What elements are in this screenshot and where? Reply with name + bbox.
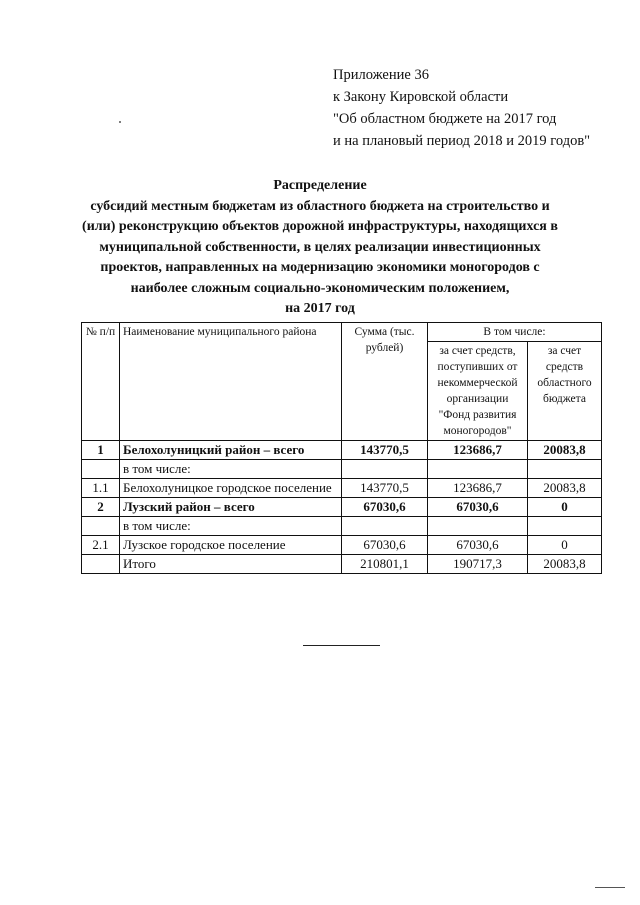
annex-block xyxy=(333,64,590,152)
table-row xyxy=(82,498,602,517)
annex-law-title: "Об областном бюджете на 2017 год xyxy=(333,111,557,127)
page-corner-mark xyxy=(595,887,625,888)
row-sum: 67030,6 xyxy=(342,498,428,517)
table-row xyxy=(82,536,602,555)
annex-law-period: и на плановый период 2018 и 2019 годов" xyxy=(333,133,591,149)
row-budget: 20083,8 xyxy=(528,441,602,460)
row-budget: 0 xyxy=(528,498,602,517)
row-num xyxy=(82,555,120,574)
row-name: в том числе: xyxy=(120,517,342,536)
table-row xyxy=(82,479,602,498)
title-line: на 2017 год xyxy=(285,301,355,316)
row-budget: 0 xyxy=(528,536,602,555)
row-fund: 67030,6 xyxy=(428,498,528,517)
title-line: Распределение xyxy=(273,178,367,193)
row-fund: 190717,3 xyxy=(428,555,528,574)
row-name: Лузское городское поселение xyxy=(120,536,342,555)
row-sum: 143770,5 xyxy=(342,479,428,498)
row-name: Лузский район – всего xyxy=(120,498,342,517)
row-num: 1.1 xyxy=(82,479,120,498)
scan-speck xyxy=(119,121,121,123)
table-row xyxy=(82,441,602,460)
row-fund: 123686,7 xyxy=(428,441,528,460)
row-sum xyxy=(342,517,428,536)
row-num xyxy=(82,517,120,536)
row-budget: 20083,8 xyxy=(528,479,602,498)
row-fund: 67030,6 xyxy=(428,536,528,555)
table-row xyxy=(82,460,602,479)
row-sum: 210801,1 xyxy=(342,555,428,574)
header-fund-source: за счет средств, поступивших от некоммерческой организации "Фонд развития моногородов" xyxy=(428,342,528,441)
end-divider xyxy=(303,645,380,646)
title-line: наиболее сложным социально-экономическим положением, xyxy=(130,280,510,296)
distribution-table xyxy=(81,322,602,574)
header-including: В том числе: xyxy=(428,323,602,342)
row-num xyxy=(82,460,120,479)
title-line: (или) реконструкцию объектов дорожной инфраструктуры, находящихся в xyxy=(82,219,558,234)
header-name: Наименование муниципального района xyxy=(120,323,342,441)
row-budget: 20083,8 xyxy=(528,555,602,574)
row-num: 2 xyxy=(82,498,120,517)
table-total-row xyxy=(82,555,602,574)
row-budget xyxy=(528,517,602,536)
row-num: 1 xyxy=(82,441,120,460)
row-name: Белохолуницкое городское поселение xyxy=(120,479,342,498)
row-name: Белохолуницкий район – всего xyxy=(120,441,342,460)
row-sum: 67030,6 xyxy=(342,536,428,555)
header-regional-budget: за счет средств областного бюджета xyxy=(528,342,602,441)
table-row xyxy=(82,517,602,536)
row-sum xyxy=(342,460,428,479)
title-line: субсидий местным бюджетам из областного бюджета на строительство и xyxy=(90,198,550,214)
row-fund xyxy=(428,460,528,479)
annex-number: Приложение 36 xyxy=(333,67,429,83)
annex-law-reference: к Закону Кировской области xyxy=(333,89,509,105)
header-sum: Сумма (тыс. рублей) xyxy=(342,323,428,441)
header-num: № п/п xyxy=(82,323,120,441)
row-name: Итого xyxy=(120,555,342,574)
row-name: в том числе: xyxy=(120,460,342,479)
row-sum: 143770,5 xyxy=(342,441,428,460)
title-line: проектов, направленных на модернизацию экономики моногородов с xyxy=(100,260,540,275)
row-num: 2.1 xyxy=(82,536,120,555)
row-fund: 123686,7 xyxy=(428,479,528,498)
table-header-row xyxy=(82,323,602,342)
title-line: муниципальной собственности, в целях реализации инвестиционных xyxy=(99,239,541,255)
document-title xyxy=(60,176,580,320)
row-fund xyxy=(428,517,528,536)
row-budget xyxy=(528,460,602,479)
